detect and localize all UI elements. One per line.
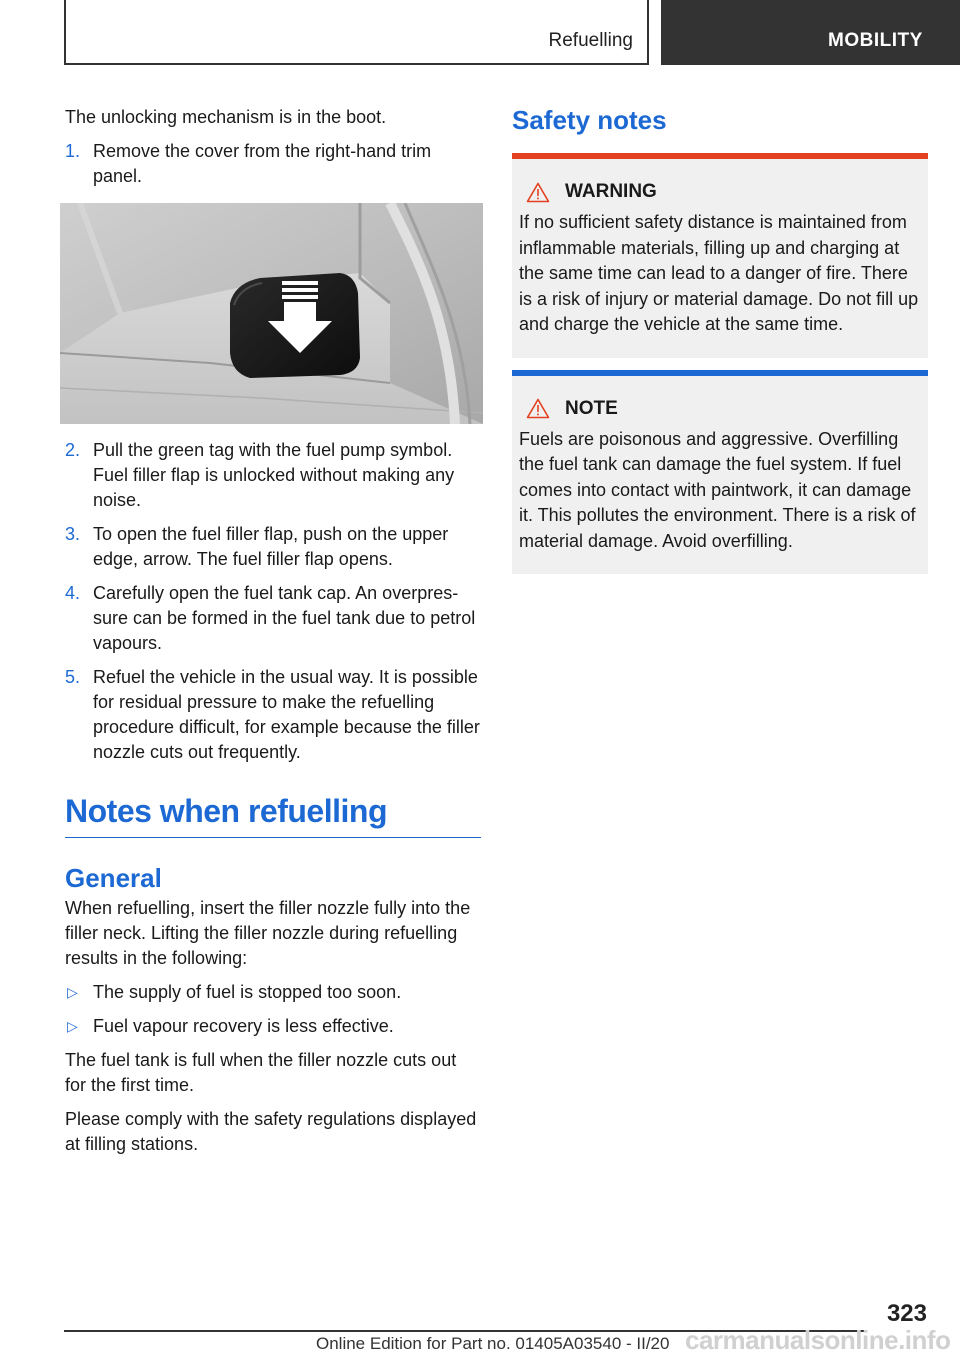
step-number: 3. — [65, 524, 81, 544]
header-section-title: Refuelling — [548, 30, 633, 51]
warning-box — [512, 153, 928, 358]
boot-trim-panel-photo — [60, 203, 483, 424]
subsection-title-general: General — [65, 863, 162, 893]
note-label: NOTE — [565, 397, 618, 419]
step-item — [65, 139, 481, 189]
steps-list-b — [65, 438, 481, 765]
header-chapter-tab — [661, 0, 960, 65]
bullet-text: Fuel vapour recovery is less effective. — [93, 1016, 394, 1036]
full-tank-text: The fuel tank is full when the filler nozzle cuts out for the first time. — [65, 1050, 457, 1095]
bullet-item — [65, 1014, 481, 1039]
bullet-triangle-icon: ▷ — [67, 984, 78, 1000]
header-section-box — [64, 0, 649, 65]
step-number: 2. — [65, 440, 81, 460]
steps-list-a — [65, 139, 481, 189]
step-text: Remove the cover from the right-hand trim panel. — [93, 141, 432, 186]
step-number: 5. — [65, 667, 81, 687]
note-box — [512, 370, 928, 575]
step-text: Carefully open the fuel tank cap. An overpressure can be formed in the fuel tank due to petrol vapours. — [93, 583, 476, 653]
bullet-triangle-icon: ▷ — [67, 1018, 78, 1034]
warning-label: WARNING — [565, 181, 657, 202]
bullet-list — [65, 980, 481, 1039]
step-text: Refuel the vehicle in the usual way. It is possible for residual pressure to make the refuelling procedure difficult, for example because the filler nozzle cuts out frequently. — [93, 667, 480, 762]
warning-triangle-icon — [526, 398, 550, 419]
step-number: 1. — [65, 141, 81, 161]
note-text: Fuels are poisonous and aggressive. Overfilling the fuel tank can damage the fuel system. If fuel comes into contact with paintwork, it can damage it. This pollutes the environment. There is a risk of material damage. Avoid overfilling. — [519, 428, 916, 551]
warning-triangle-icon — [526, 182, 550, 203]
section-title-refuelling-notes: Notes when refuelling — [65, 793, 481, 838]
bullet-text: The supply of fuel is stopped too soon. — [93, 982, 402, 1002]
right-column — [512, 105, 928, 586]
warning-header — [519, 181, 921, 203]
step-text: To open the fuel filler flap, push on the upper edge, arrow. The fuel filler flap opens. — [93, 524, 449, 569]
step-item — [65, 438, 481, 513]
note-header — [519, 398, 921, 420]
footer-watermark: carmanualsonline.info — [685, 1325, 951, 1355]
section-title-safety-notes: Safety notes — [512, 105, 667, 135]
step-number: 4. — [65, 583, 81, 603]
general-text: When refuelling, insert the filler nozzle fully into the filler neck. Lifting the filler nozzle during refuelling results in the following: — [65, 898, 471, 968]
step-item — [65, 665, 481, 765]
step-text: Pull the green tag with the fuel pump symbol. Fuel filler flap is unlocked without making any noise. — [93, 440, 455, 510]
footer-edition: Online Edition for Part no. 01405A03540 - II/20 — [316, 1334, 670, 1353]
step-item — [65, 581, 481, 656]
left-column — [65, 105, 481, 1166]
page-number: 323 — [886, 1300, 927, 1327]
intro-text: The unlocking mechanism is in the boot. — [65, 107, 387, 127]
step-item — [65, 522, 481, 572]
comply-text: Please comply with the safety regulations displayed at filling stations. — [65, 1109, 477, 1154]
bullet-item — [65, 980, 481, 1005]
header-chapter-label: MOBILITY — [828, 30, 923, 51]
warning-text: If no sufficient safety distance is maintained from inflammable materials, filling up and charging at the same time can lead to a danger of fire. There is a risk of injury or material damage. Do not fill up and charge the vehicle at the same time. — [519, 212, 919, 334]
